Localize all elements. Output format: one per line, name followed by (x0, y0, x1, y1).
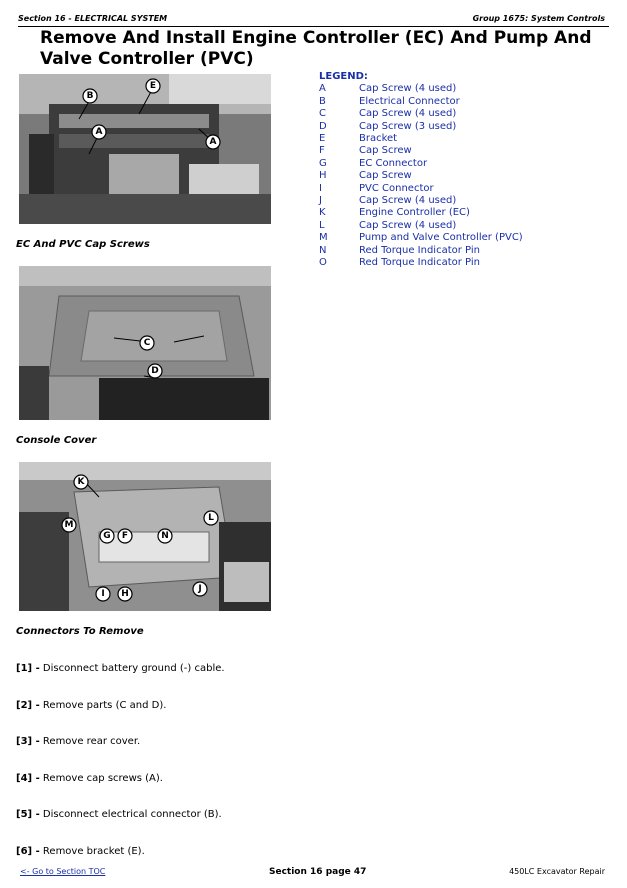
svg-text:D: D (151, 366, 159, 376)
legend-key: E (319, 133, 326, 145)
step-2: [2] - Remove parts (C and D). (16, 700, 167, 711)
legend-text: Cap Screw (4 used) (359, 219, 457, 231)
legend-key: O (319, 257, 327, 269)
step-6: [6] - Remove bracket (E). (16, 846, 145, 857)
legend-key: N (319, 244, 327, 256)
callout-d (148, 364, 162, 378)
svg-text:C: C (143, 338, 151, 348)
svg-text:L: L (208, 513, 214, 523)
svg-text:J: J (198, 584, 202, 594)
callout-c (140, 336, 154, 350)
legend-key: I (319, 182, 322, 194)
step-1: [1] - Disconnect battery ground (-) cable. (16, 663, 225, 674)
svg-text:A: A (209, 137, 217, 147)
svg-text:I: I (101, 589, 105, 599)
svg-text:H: H (121, 589, 129, 599)
legend-text: Cap Screw (359, 170, 412, 182)
legend-item (319, 195, 523, 207)
legend-item (319, 145, 523, 157)
legend-item (319, 257, 523, 269)
legend-item (319, 207, 523, 219)
legend-text: Cap Screw (3 used) (359, 120, 457, 132)
page-number: Section 16 page 47 (269, 867, 367, 877)
legend-item (319, 232, 523, 244)
legend-text: Pump and Valve Controller (PVC) (359, 232, 523, 244)
legend-key: B (319, 95, 326, 107)
legend-item (319, 170, 523, 182)
figure-caption: Console Cover (16, 435, 97, 446)
callout-b (83, 89, 97, 103)
legend-key: F (319, 145, 325, 157)
legend-text: EC Connector (359, 157, 428, 169)
legend-item (319, 83, 523, 95)
svg-text:A: A (95, 127, 103, 137)
step-3: [3] - Remove rear cover. (16, 736, 141, 747)
legend-title: LEGEND: (319, 71, 368, 82)
legend (319, 71, 523, 270)
section-header: Section 16 - ELECTRICAL SYSTEM (18, 14, 168, 23)
figure-ec-pvc-cap-screws (19, 74, 271, 224)
legend-key: L (319, 219, 325, 231)
go-to-section-toc-link[interactable]: <- Go to Section TOC (20, 867, 106, 876)
callout-g (100, 529, 114, 543)
group-header: Group 1675: System Controls (472, 14, 605, 23)
legend-item (319, 133, 523, 145)
manual-name: 450LC Excavator Repair (509, 867, 605, 876)
legend-key: D (319, 120, 327, 132)
callout-l (62, 518, 76, 532)
legend-item (319, 220, 523, 232)
figure-connectors-to-remove (19, 462, 271, 611)
callout-n (158, 529, 172, 543)
legend-text: Bracket (359, 133, 398, 145)
svg-text:F: F (121, 531, 129, 541)
svg-text:M: M (64, 520, 74, 530)
callout-h (118, 587, 132, 601)
legend-key: M (319, 232, 328, 244)
legend-item (319, 245, 523, 257)
legend-text: Red Torque Indicator Pin (359, 244, 480, 256)
callout-j (74, 475, 88, 489)
legend-key: K (319, 207, 326, 219)
page-title: Remove And Install Engine Controller (EC) And Pump And Valve Controller (PVC) (40, 28, 592, 69)
callout-i (96, 587, 110, 601)
callout-e (146, 79, 160, 93)
svg-text:K: K (77, 477, 85, 487)
legend-item (319, 158, 523, 170)
legend-text: Red Torque Indicator Pin (359, 257, 480, 269)
legend-text: Cap Screw (359, 145, 412, 157)
legend-text: Cap Screw (4 used) (359, 108, 457, 120)
step-4: [4] - Remove cap screws (A). (16, 773, 163, 784)
legend-key: H (319, 170, 327, 182)
legend-item (319, 108, 523, 120)
legend-key: J (319, 195, 322, 207)
legend-text: PVC Connector (359, 182, 434, 194)
legend-text: Cap Screw (4 used) (359, 83, 457, 95)
figure-caption: Connectors To Remove (16, 626, 144, 637)
svg-text:E: E (149, 81, 157, 91)
legend-key: G (319, 157, 327, 169)
svg-text:G: G (103, 531, 111, 541)
header-rule (18, 26, 609, 27)
callout-a (206, 135, 220, 149)
callout-k (204, 511, 218, 525)
callout-f (118, 529, 132, 543)
legend-text: Cap Screw (4 used) (359, 195, 457, 207)
legend-item (319, 96, 523, 108)
callout-a (92, 125, 106, 139)
callout-m (193, 582, 207, 596)
legend-item (319, 183, 523, 195)
figure-caption: EC And PVC Cap Screws (16, 239, 150, 250)
legend-key: A (319, 83, 326, 95)
legend-text: Engine Controller (EC) (359, 207, 470, 219)
legend-item (319, 121, 523, 133)
legend-text: Electrical Connector (359, 95, 460, 107)
legend-key: C (319, 108, 326, 120)
figure-console-cover (19, 266, 271, 420)
svg-text:B: B (86, 91, 94, 101)
svg-text:N: N (161, 531, 169, 541)
step-5: [5] - Disconnect electrical connector (B). (16, 809, 222, 820)
